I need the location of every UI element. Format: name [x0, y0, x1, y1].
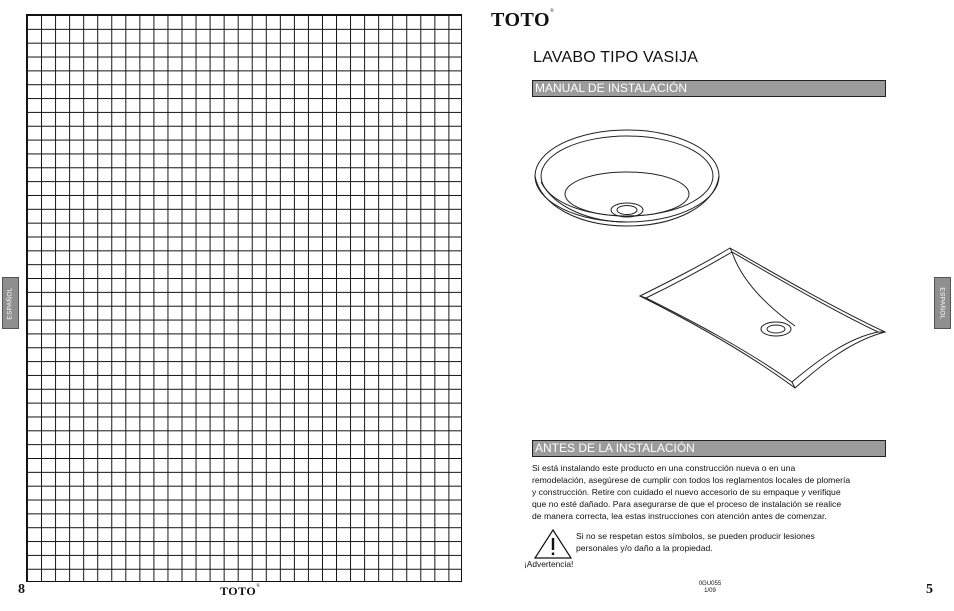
intro-line: remodelación, asegúrese de cumplir con todos los reglamentos locales de plomería — [532, 475, 851, 485]
language-tab-left — [2, 277, 19, 329]
intro-line: que no esté dañado. Para asegurarse de que el proceso de instalación se realice — [532, 499, 842, 509]
intro-paragraph — [532, 462, 877, 522]
language-tab-right — [934, 277, 951, 329]
warning-line: personales y/o daño a la propiedad. — [576, 543, 713, 553]
section-bar-manual: MANUAL DE INSTALACIÓN — [532, 80, 886, 97]
document-date: 1/09 — [704, 588, 716, 594]
toto-logo: TOTO® — [491, 9, 555, 31]
section-bar-before-installation: ANTES DE LA INSTALACIÓN — [532, 440, 886, 457]
rectangular-vessel-drawing — [640, 248, 885, 388]
page-title: LAVABO TIPO VASIJA — [533, 49, 699, 66]
intro-line: de manera correcta, lea estas instrucciones con atención antes de comenzar. — [532, 511, 827, 521]
vessel-sink-illustration — [530, 126, 890, 396]
notes-grid — [26, 14, 462, 582]
page-number-left: 8 — [18, 582, 25, 597]
language-tab-right-label: ESPAÑOL — [939, 286, 947, 320]
intro-line: y construcción. Retire con cuidado el nuevo accesorio de su empaque y verifique — [532, 487, 841, 497]
document-code-number: 0GU055 — [698, 581, 722, 587]
warning-label: ¡Advertencia! — [524, 559, 574, 569]
intro-line: Si está instalando este producto en una construcción nueva o en una — [532, 463, 796, 473]
round-vessel-drawing — [535, 130, 719, 226]
document-code — [690, 581, 730, 595]
warning-text — [576, 530, 866, 554]
warning-triangle-icon — [533, 528, 573, 560]
language-tab-left-label: ESPAÑOL — [7, 286, 15, 320]
toto-logo-footer: TOTO® — [220, 584, 261, 598]
page-number-right: 5 — [926, 582, 933, 597]
warning-line: Si no se respetan estos símbolos, se pueden producir lesiones — [576, 531, 815, 541]
